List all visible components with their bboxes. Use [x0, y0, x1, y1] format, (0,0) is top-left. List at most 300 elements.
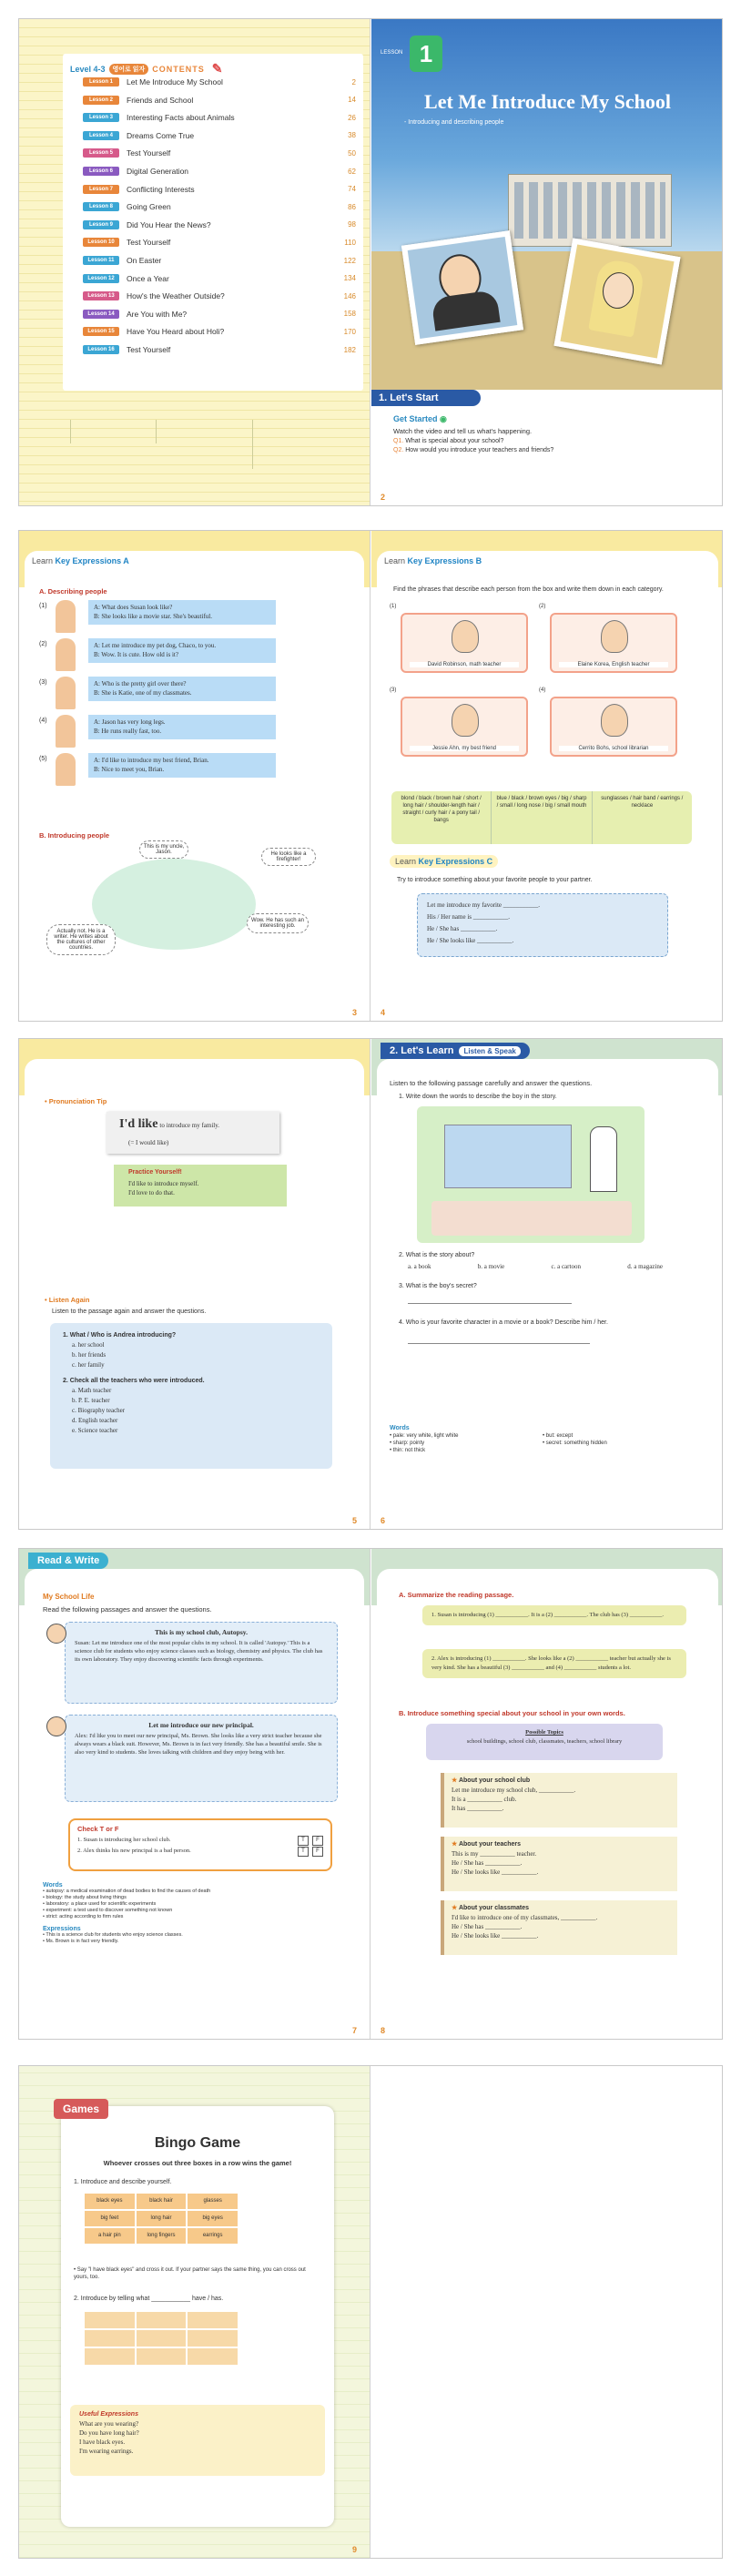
page-number-value: 5	[351, 1516, 357, 1525]
person-name: David Robinson, math teacher	[410, 662, 519, 667]
dialog-item	[39, 715, 276, 748]
question-2-text: How would you introduce your teachers and friends?	[405, 447, 554, 453]
video-icon: ◉	[440, 414, 447, 423]
empty-bingo-cell[interactable]	[137, 2348, 187, 2365]
dialog-line: B: Nice to meet you, Brian.	[94, 766, 165, 773]
useful-title: Useful Expressions	[79, 2411, 138, 2418]
person-number: (1)	[390, 604, 397, 609]
word-entry: • laboratory: a place used for scientific experiments	[43, 1901, 157, 1907]
rw-instruction: Read the following passages and answer the questions.	[43, 1605, 212, 1614]
lesson-tag: Lesson 14	[83, 310, 119, 319]
lesson-subtitle: - Introducing and describing people	[404, 119, 504, 126]
page-number-value: 3	[351, 1008, 357, 1017]
lesson-title: Are You with Me?	[127, 309, 188, 319]
header-key-expr: Key Expressions A	[55, 556, 129, 565]
check-row	[77, 1846, 323, 1857]
writing-line[interactable]: I'd like to introduce one of my classmates, ___________.	[452, 1914, 598, 1921]
lesson-title: Going Green	[127, 202, 171, 212]
toc-row[interactable]	[83, 236, 356, 249]
toc-row[interactable]	[83, 129, 356, 142]
dialog-box	[88, 753, 276, 778]
dialog-line: A: Jason has very long legs.	[94, 718, 166, 726]
tip-full-form: (= I would like)	[128, 1139, 169, 1146]
my-school-life: My School Life	[43, 1593, 95, 1601]
pronunciation-page	[19, 1039, 370, 1529]
page-number	[352, 2026, 357, 2035]
dialog-list	[39, 600, 276, 791]
school-club-card: ★ About your school club Let me introduce my school club, ___________. It is a ___________ club. It has ___________.	[441, 1773, 677, 1828]
bingo-cell[interactable]: big feet	[85, 2211, 135, 2226]
get-started-intro: Watch the video and tell us what's happening.	[393, 427, 533, 435]
page-number-value: 6	[381, 1516, 386, 1525]
bingo-cell[interactable]: black eyes	[85, 2194, 135, 2209]
lesson-page: 134	[343, 274, 356, 283]
school-club-title: About your school club	[458, 1777, 531, 1784]
dialog-number: (2)	[39, 641, 47, 647]
toc-row[interactable]	[83, 111, 356, 124]
toc-row[interactable]	[83, 325, 356, 338]
listen-q2: 2. Check all the teachers who were introduced.	[63, 1378, 205, 1384]
empty-bingo-cell[interactable]	[85, 2312, 135, 2328]
bingo-cell[interactable]: black hair	[137, 2194, 187, 2209]
check-row	[77, 1835, 323, 1846]
section-a-title: A. Describing people	[39, 587, 107, 596]
lesson-tag: Lesson 1	[83, 77, 119, 87]
toc-row[interactable]	[83, 290, 356, 302]
key-expr-c-header	[390, 855, 498, 868]
dialog-line: B: She is Katie, one of my classmates.	[94, 689, 192, 697]
words-box	[390, 1425, 690, 1471]
person-card	[401, 697, 528, 757]
lesson-page: 182	[343, 345, 356, 354]
listen-speak-tag: Listen & Speak	[459, 1046, 520, 1056]
topics-title: Possible Topics	[525, 1729, 563, 1736]
story-option[interactable]: c. a cartoon	[551, 1263, 581, 1270]
toc-row[interactable]	[83, 343, 356, 356]
lesson-number: 1	[419, 40, 433, 67]
avatar-alex	[46, 1716, 66, 1736]
ll-q3: 3. What is the boy's secret?	[399, 1283, 477, 1289]
dialog-line: A: I'd like to introduce my best friend, Brian.	[94, 757, 209, 764]
ll-q4-line[interactable]	[408, 1343, 590, 1344]
dialog-box	[88, 677, 276, 701]
story-option[interactable]: b. a movie	[477, 1263, 505, 1270]
lesson-page: 38	[348, 131, 356, 140]
tf-checkbox[interactable]: T	[298, 1847, 309, 1857]
listen-q1: 1. What / Who is Andrea introducing?	[63, 1332, 177, 1339]
ll-q3-line[interactable]	[408, 1303, 572, 1304]
practice-line: I'd like to introduce myself.	[128, 1180, 199, 1187]
words-title: Words	[390, 1425, 410, 1431]
lets-learn-label: 2. Let's Learn	[390, 1045, 454, 1056]
c-line: He / She looks like ___________.	[427, 937, 514, 944]
practice-card	[114, 1165, 287, 1207]
spread-listen	[18, 1038, 723, 1530]
person-number: (2)	[539, 604, 546, 609]
passage-2-title: Let me introduce our new principal.	[148, 1721, 254, 1729]
spread-contents	[18, 18, 723, 506]
lesson-title: On Easter	[127, 256, 162, 265]
bubble-writer: Actually not. He is a writer. He writes about the cultures of other countries.	[46, 924, 116, 955]
lesson-title: Interesting Facts about Animals	[127, 113, 235, 123]
q1-option[interactable]: a. her school	[72, 1341, 105, 1349]
tip-card	[107, 1112, 279, 1154]
person-figure	[56, 677, 76, 709]
lesson-tag: Lesson 13	[83, 291, 119, 300]
blank-page	[371, 2066, 723, 2558]
lesson-page: 62	[348, 167, 356, 176]
lesson-tag: Lesson 6	[83, 167, 119, 176]
get-started-heading	[393, 414, 447, 424]
practice-line: I'd love to do that.	[128, 1189, 175, 1196]
key-expr-b-header	[384, 556, 482, 565]
lesson-title: Have You Heard about Holi?	[127, 327, 225, 337]
q2-option[interactable]: c. Biography teacher	[72, 1407, 126, 1414]
bingo-title: Bingo Game	[154, 2135, 241, 2151]
practice-title: Practice Yourself!	[128, 1169, 182, 1176]
person-figure	[56, 715, 76, 748]
story-option[interactable]: d. a magazine	[627, 1263, 663, 1270]
lesson-tag: Lesson 12	[83, 274, 119, 283]
listen-instr: Listen to the passage again and answer the questions.	[52, 1308, 207, 1315]
lesson-label: LESSON	[381, 50, 403, 56]
listen-again-title: • Listen Again	[45, 1296, 90, 1304]
classmates-card: ★ About your classmates I'd like to introduce one of my classmates, ___________. He / She has ___________. He / She looks like ___________.	[441, 1900, 677, 1955]
header-learn: Learn	[384, 556, 406, 565]
topics-list: school buildings, school club, classmates, teachers, school library	[466, 1738, 623, 1745]
lesson-page: 146	[343, 291, 356, 300]
tip-title-text: Pronunciation Tip	[48, 1097, 107, 1105]
page-number	[352, 1008, 357, 1017]
toc-row[interactable]	[83, 254, 356, 267]
toc-row[interactable]	[83, 76, 356, 88]
dialog-box	[88, 715, 276, 739]
empty-bingo-cell[interactable]	[85, 2330, 135, 2347]
phrase-col-face: blue / black / brown eyes / big / sharp / small / long nose / big / small mouth	[492, 791, 592, 844]
lesson-title: Digital Generation	[127, 167, 189, 176]
c-line: He / She has ___________.	[427, 925, 498, 932]
writing-line[interactable]: This is my ___________ teacher.	[452, 1850, 537, 1858]
lesson-title: Did You Hear the News?	[127, 219, 211, 229]
b-instruction: Find the phrases that describe each person from the box and write them down in each category.	[393, 586, 664, 593]
q2-option[interactable]: b. P. E. teacher	[72, 1397, 110, 1404]
toc-row[interactable]	[83, 200, 356, 213]
header-key-expr: Key Expressions B	[407, 556, 482, 565]
spread-key-expressions	[18, 530, 723, 1022]
lesson-title: Let Me Introduce My School	[127, 77, 223, 87]
teachers-card: ★ About your teachers This is my ___________ teacher. He / She has ___________. He / She looks like ___________.	[441, 1837, 677, 1891]
tip-phrase-rest: to introduce my family.	[159, 1122, 220, 1129]
writing-line[interactable]: Let me introduce my school club, ___________.	[452, 1787, 576, 1794]
spread-read-write	[18, 1548, 723, 2040]
empty-bingo-cell[interactable]	[188, 2330, 238, 2347]
bingo-cell[interactable]: glasses	[188, 2194, 238, 2209]
lesson-title: Test Yourself	[127, 345, 171, 354]
lesson-page: 50	[348, 148, 356, 158]
person-portrait	[601, 704, 628, 737]
lesson-title: Conflicting Interests	[127, 184, 195, 194]
writing-line[interactable]: He / She has ___________.	[452, 1859, 523, 1867]
step-2: 2. Introduce by telling what ___________ have / has.	[74, 2296, 224, 2302]
lesson-tag: Lesson 15	[83, 327, 119, 336]
passage-2	[65, 1715, 338, 1802]
word-entry: • thin: not thick	[390, 1448, 426, 1453]
q2-option[interactable]: e. Science teacher	[72, 1427, 118, 1434]
toc-row[interactable]	[83, 94, 356, 107]
listen-questions-box	[50, 1323, 332, 1469]
ll-q4: 4. Who is your favorite character in a movie or a book? Describe him / her.	[399, 1319, 608, 1326]
bingo-grid	[85, 2194, 238, 2244]
story-illustration	[417, 1106, 645, 1243]
person-card	[550, 613, 677, 673]
bingo-cell[interactable]: big eyes	[188, 2211, 238, 2226]
tf-boxes	[294, 1835, 323, 1846]
page-number-value: 9	[351, 2545, 357, 2554]
check-tf-title: Check T or F	[77, 1825, 119, 1833]
page-number	[352, 1516, 357, 1525]
empty-bingo-grid	[85, 2312, 238, 2365]
lesson-tag: Lesson 4	[83, 131, 119, 140]
c-writing-box	[417, 893, 668, 957]
dialog-item	[39, 753, 276, 786]
say-instruction: • Say "I have black eyes" and cross it out. If your partner says the same thing, you can cross out yours, too.	[74, 2267, 306, 2280]
bingo-cell[interactable]: long fingers	[137, 2228, 187, 2244]
ll-q2-options	[408, 1263, 663, 1270]
expression-entry: • Ms. Brown is in fact very friendly.	[43, 1939, 119, 1944]
lesson-title: Let Me Introduce My School	[424, 90, 671, 113]
bubble-wow: Wow. He has such an interesting job.	[247, 913, 309, 933]
lesson-tag: Lesson 8	[83, 202, 119, 211]
writing-line[interactable]: He / She looks like ___________.	[452, 1868, 539, 1876]
toc-row[interactable]	[83, 165, 356, 178]
person-card	[401, 613, 528, 673]
page-number	[381, 493, 385, 502]
lesson-tag: Lesson 10	[83, 238, 119, 247]
person-figure	[56, 638, 76, 671]
page-number	[381, 2026, 385, 2035]
ll-q1: 1. Write down the words to describe the boy in the story.	[399, 1094, 557, 1100]
lets-learn-bar	[381, 1043, 530, 1059]
answer-area[interactable]	[431, 1201, 632, 1236]
passage-1	[65, 1622, 338, 1704]
bingo-cell[interactable]: earrings	[188, 2228, 238, 2244]
student-photo	[553, 238, 680, 364]
person-name: Elaine Korea, English teacher	[559, 662, 668, 667]
writing-line[interactable]: It has ___________.	[452, 1805, 504, 1812]
question-2: Q2. How would you introduce your teachers and friends?	[393, 447, 554, 453]
dialog-number: (3)	[39, 679, 47, 686]
listen-again-text: Listen Again	[48, 1296, 90, 1304]
lesson-title: How's the Weather Outside?	[127, 291, 225, 301]
story-option[interactable]: a. a book	[408, 1263, 431, 1270]
c-line: Let me introduce my favorite ___________.	[427, 901, 541, 909]
lesson-title: Test Yourself	[127, 148, 171, 158]
dialog-box	[88, 600, 276, 625]
tf-checkbox[interactable]: T	[298, 1836, 309, 1846]
lesson-tag: Lesson 3	[83, 113, 119, 122]
topics-box	[426, 1724, 663, 1760]
ll-instruction: Listen to the following passage carefully and answer the questions.	[390, 1079, 593, 1087]
lesson-page: 98	[348, 220, 356, 229]
passage-1-text: Susan: Let me introduce one of the most popular clubs in my school. It is called 'Autopsy.' This is a science club for students who enjoy science classes such as biology, chemistry and physics. The club has its own laboratory. They enjoy discovering scientific facts through experiments.	[75, 1640, 323, 1663]
word-entry: • but: except	[543, 1433, 574, 1439]
lesson-page: 170	[343, 327, 356, 336]
lesson-page: 110	[344, 238, 356, 247]
games-tab: Games	[54, 2099, 108, 2119]
games-card	[61, 2103, 334, 2527]
dialog-line: A: Who is the pretty girl over there?	[94, 680, 187, 687]
key-expressions-a-page	[19, 531, 370, 1021]
writing-line[interactable]: It is a ___________ club.	[452, 1796, 517, 1803]
dialog-number: (5)	[39, 756, 47, 762]
avatar-susan	[46, 1624, 66, 1644]
dialog-line: B: He runs really fast, too.	[94, 728, 162, 735]
word-entry: • pale: very white, light white	[390, 1433, 459, 1439]
person-name: Jessie Ahn, my best friend	[410, 746, 519, 751]
useful-line: Do you have long hair?	[79, 2429, 139, 2437]
lesson-title: Dreams Come True	[127, 130, 195, 140]
classmates-title: About your classmates	[458, 1905, 529, 1911]
useful-line: I have black eyes.	[79, 2439, 126, 2446]
question-1-text: What is special about your school?	[405, 438, 504, 444]
useful-line: I'm wearing earrings.	[79, 2448, 134, 2455]
lesson-page: 2	[351, 77, 356, 87]
word-entry: • experiment: a test used to discover something not known	[43, 1908, 173, 1913]
ll-q2: 2. What is the story about?	[399, 1252, 475, 1258]
bingo-cell[interactable]: a hair pin	[85, 2228, 135, 2244]
empty-bingo-cell[interactable]	[188, 2312, 238, 2328]
key-expressions-b-page	[371, 531, 723, 1021]
q2-option[interactable]: a. Math teacher	[72, 1387, 112, 1394]
toc-row[interactable]	[83, 183, 356, 196]
writing-line[interactable]: He / She has ___________.	[452, 1923, 523, 1930]
toc-row[interactable]	[83, 147, 356, 159]
check-statement: 1. Susan is introducing her school club.	[77, 1837, 171, 1843]
toc-row[interactable]	[83, 219, 356, 231]
empty-bingo-cell[interactable]	[137, 2312, 187, 2328]
page-number	[381, 1516, 385, 1525]
teacher-photo	[401, 230, 523, 345]
dialog-item	[39, 638, 276, 671]
lesson-page: 26	[348, 113, 356, 122]
bubble-uncle: This is my uncle, Jason.	[139, 840, 188, 859]
lesson-tag: Lesson 16	[83, 345, 119, 354]
dialog-line: B: Wow. It is cute. How old is it?	[94, 651, 178, 658]
summarize-title: A. Summarize the reading passage.	[399, 1591, 514, 1599]
games-page	[19, 2066, 370, 2558]
toc-level: Level 4-3	[70, 64, 106, 74]
person-portrait	[601, 620, 628, 653]
word-entry: • secret: something hidden	[543, 1441, 607, 1446]
person-card	[550, 697, 677, 757]
lesson-title: Once a Year	[127, 273, 169, 283]
pencil-icon: ✎	[211, 61, 223, 76]
person-portrait	[452, 620, 479, 653]
page-number-value: 2	[381, 493, 386, 502]
page-number-value: 4	[381, 1008, 386, 1017]
q1-option[interactable]: b. her friends	[72, 1351, 107, 1359]
words-section	[43, 1882, 343, 1945]
phrase-col-hair: blond / black / brown hair / short / long hair / shoulder-length hair / straight / curly hair / a pony tail / bangs	[391, 791, 492, 844]
toc-badge: 영어로 읽자	[109, 64, 149, 75]
phrase-col-accessory: sunglasses / hair band / earrings / necklace	[601, 796, 684, 809]
person-number: (3)	[390, 687, 397, 693]
bingo-rule: Whoever crosses out three boxes in a row wins the game!	[103, 2159, 292, 2167]
word-entry: • biology: the study about living things	[43, 1895, 127, 1900]
empty-bingo-cell[interactable]	[137, 2330, 187, 2347]
words-title: Words	[43, 1882, 63, 1889]
expressions-title: Expressions	[43, 1926, 81, 1932]
page-number	[352, 2545, 357, 2554]
person-number: (4)	[539, 687, 546, 693]
spread-games	[18, 2065, 723, 2559]
lets-start-bar: 1. Let's Start	[371, 390, 481, 406]
check-statement: 2. Alex thinks his new principal is a bad person.	[77, 1848, 191, 1854]
lesson-title: Friends and School	[127, 95, 194, 105]
lesson-tag: Lesson 2	[83, 96, 119, 105]
header-key-expr: Key Expressions C	[418, 857, 493, 866]
page-number-value: 7	[351, 2026, 357, 2035]
empty-bingo-cell[interactable]	[85, 2348, 135, 2365]
writing-line[interactable]: He / She looks like ___________.	[452, 1932, 539, 1940]
lesson-page: 74	[348, 185, 356, 194]
key-expr-a-header	[32, 556, 129, 565]
lesson-tag: Lesson 7	[83, 185, 119, 194]
credits-col1	[70, 420, 143, 443]
summary-1: 1. Susan is introducing (1) ___________. It is a (2) ___________. The club has (3) ___________.	[422, 1605, 686, 1625]
lesson-tag: Lesson 11	[83, 256, 119, 265]
word-entry: • strict: acting according to firm rules	[43, 1914, 124, 1919]
person-figure	[56, 600, 76, 633]
q1-option[interactable]: c. her family	[72, 1361, 105, 1369]
dialog-number: (1)	[39, 603, 47, 609]
read-page	[19, 1549, 370, 2039]
expression-entry: • This is a science club for students who enjoy science classes.	[43, 1932, 183, 1938]
empty-bingo-cell[interactable]	[188, 2348, 238, 2365]
toc-row[interactable]	[83, 308, 356, 321]
lesson1-cover	[371, 19, 723, 505]
toc-row[interactable]	[83, 272, 356, 285]
q2-option[interactable]: d. English teacher	[72, 1417, 118, 1424]
tf-checkbox[interactable]: F	[312, 1836, 323, 1846]
lesson-page: 122	[343, 256, 356, 265]
tf-boxes	[294, 1846, 323, 1857]
contents-page	[19, 19, 370, 505]
dialog-line: B: She looks like a movie star. She's beautiful.	[94, 613, 212, 620]
get-started-label: Get Started	[393, 414, 438, 423]
tf-checkbox[interactable]: F	[312, 1847, 323, 1857]
lesson-number-badge	[410, 36, 442, 72]
dialog-line: A: What does Susan look like?	[94, 604, 173, 611]
lesson-page: 14	[348, 96, 356, 105]
person-name: Cerrito Bohs, school librarian	[559, 746, 668, 751]
question-1: Q1. What is special about your school?	[393, 438, 504, 444]
step-1: 1. Introduce and describe yourself.	[74, 2179, 172, 2185]
bingo-cell[interactable]: long hair	[137, 2211, 187, 2226]
teachers-title: About your teachers	[458, 1841, 522, 1848]
lesson-title: Test Yourself	[127, 238, 171, 248]
summary-2: 2. Alex is introducing (1) ___________. She looks like a (2) ___________ teacher but actually she is very kind. She has a beautiful (3) ___________ and (4) ___________ students a lot.	[422, 1649, 686, 1678]
lesson-tag: Lesson 9	[83, 220, 119, 229]
school-building	[508, 174, 672, 247]
useful-line: What are you wearing?	[79, 2420, 139, 2428]
useful-box	[70, 2405, 325, 2476]
section-b-title: B. Introducing people	[39, 831, 110, 840]
tip-title: • Pronunciation Tip	[45, 1097, 107, 1105]
credits-col2	[156, 420, 238, 443]
word-entry: • sharp: pointy	[390, 1441, 425, 1446]
passage-1-title: This is my school club, Autopsy.	[155, 1628, 248, 1636]
